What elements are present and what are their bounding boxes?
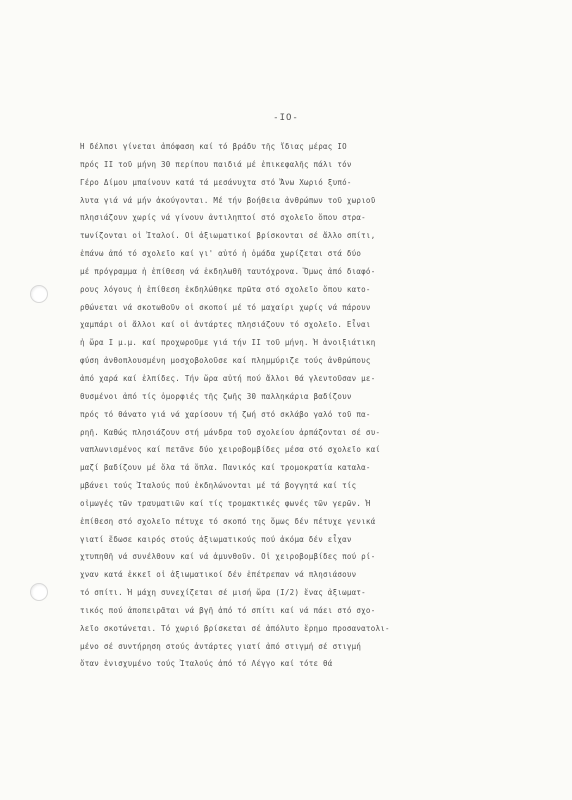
text-line: Γέρο Δίμου μπαίνουν κατά τά μεσάνυχτα στό Ἄνω Χωριό ξυπό- — [80, 177, 352, 187]
text-line: πρός τό θάνατο γιά νά χαρίσουν τή ζωή στό σκλάβο γαλό τοῦ πα- — [80, 409, 371, 419]
text-line: τό σπίτι. Ἡ μάχη συνεχίζεται σέ μισή ὥρα (I/2) ἕνας ἀξιωματ- — [80, 588, 366, 598]
text-line: μβάνει τούς Ἰταλούς πού ἐκδηλώνονται μέ τά βογγητά καί τίς — [80, 481, 357, 491]
text-line: ναπλωνισμένος καί πετᾶνε δύο χειροβομβίδες μέσα στό σχολεῖο καί — [80, 445, 381, 455]
text-line: Ἡ δέλπσι γίνεται ἀπόφαση καί τό βράδυ τῆς ἴδιας μέρας IO — [80, 142, 347, 151]
text-line: ἀπό χαρά καί ἐλπίδες. Τήν ὥρα αὐτή πού ἄλλοι θά γλεντοῦσαν με- — [80, 373, 376, 383]
text-line: ὅταν ἐνισχυμένο τούς Ἰταλούς ἀπό τό Λέγγο καί τότε θά — [80, 659, 333, 669]
page-number: -IO- — [273, 113, 299, 123]
text-line: ἡ ὥρα I μ.μ. καί προχωροῦμε γιά τήν II τοῦ μήνη. Ἡ ἀνοιξιάτικη — [80, 338, 376, 348]
text-line: μέ πρόγραμμα ἡ ἐπίθεση νά ἐκδηλωθῆ ταυτόχρονα. Ὅμως ἀπό διαφό- — [80, 266, 376, 276]
typed-body-text — [80, 138, 530, 673]
text-line: λεῖο σκοτώνεται. Τό χωριό βρίσκεται σέ ἀπόλυτο ἔρημο προσανατολι- — [80, 623, 390, 633]
text-line: φύση ἀνθοπλουσμένη μοσχοβολοῦσε καί πλημμύριζε τούς ἀνθρώπους — [80, 356, 371, 366]
text-line: ρους λόγους ἡ ἐπίθεση ἐκδηλώθηκε πρῶτα στό σχολεῖο ὅπου κατο- — [80, 284, 371, 294]
text-line: χαμπάρι οἱ ἄλλοι καί οἱ ἀντάρτες πλησιάζουν τό σχολεῖο. Εἶναι — [80, 320, 371, 330]
text-line: οἰμωγές τῶν τραυματιῶν καί τίς τρομακτικές φωνές τῶν γερῶν. Ἡ — [80, 498, 371, 508]
text-line: χτυπηθῆ νά συνέλθουν καί νά ἀμυνθοῦν. Οἱ χειροβομβίδες πού ρί- — [80, 552, 376, 562]
text-line: γιατί ἔδωσε καιρός στούς ἀξιωματικούς πού ἀκόμα δέν εἶχαν — [80, 534, 352, 544]
text-line: θυσμένοι ἀπό τίς ὀμορφιές τῆς ζωῆς 30 παλληκάρια βαδίζουν — [80, 391, 352, 401]
text-line: τωνίζονται οἱ Ἰταλοί. Οἱ ἀξιωματικοί βρίσκονται σέ ἄλλο σπίτι, — [80, 231, 376, 241]
text-line: ρηῆ. Καθώς πλησιάζουν στή μάνδρα τοῦ σχολείου ἀρπάζονται σέ συ- — [80, 427, 381, 437]
text-line: ρθώνεται νά σκοτωθοῦν οἱ σκοποί μέ τό μαχαίρι χωρίς νά πάρουν — [80, 302, 371, 312]
text-line: τικός πού ἀποπειρᾶται νά βγῆ ἀπό τό σπίτι καί νά πάει στό σχο- — [80, 605, 376, 615]
text-line: ἐπίθεση στό σχολεῖο πέτυχε τό σκοπό της ὅμως δέν πέτυχε γενικά — [80, 516, 376, 526]
text-line: ἐπάνω ἀπό τό σχολεῖο καί γι' αὐτό ἡ ὁμάδα χωρίζεται στά δύο — [80, 249, 362, 259]
text-line: πλησιάζουν χωρίς νά γίνουν ἀντιληπτοί στό σχολεῖο ὅπου στρα- — [80, 213, 366, 223]
text-line: μαζί βαδίζουν μέ ὅλα τά ὅπλα. Πανικός καί τρομοκρατία καταλα- — [80, 463, 371, 473]
text-line: πρός II τοῦ μήνη 30 περίπου παιδιά μέ ἐπικεφαλῆς πάλι τόν — [80, 159, 352, 169]
text-line: μένο σέ συντήρηση στούς ἀντάρτες γιατί ἀπό στιγμή σέ στιγμή — [80, 641, 362, 651]
text-line: χναν κατά ἐκκεῖ οἱ ἀξιωματικοί δέν ἐπέτρεπαν νά πλησιάσουν — [80, 570, 357, 580]
punch-hole-bottom — [30, 583, 48, 601]
punch-hole-top — [30, 285, 48, 303]
text-line: λυτα γιά νά μήν ἀκούγονται. Μέ τήν βοήθεια ἀνθρώπων τοῦ χωριοῦ — [80, 195, 376, 205]
